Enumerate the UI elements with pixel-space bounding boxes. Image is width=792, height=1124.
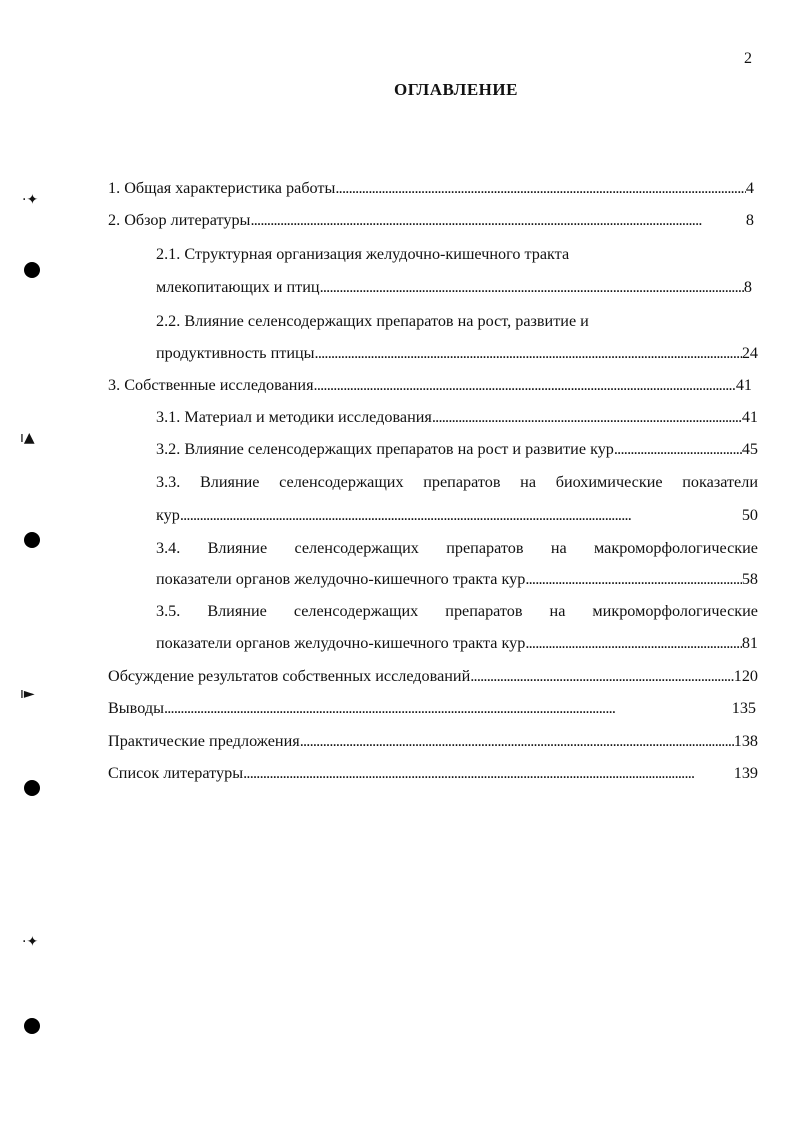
toc-entry-page: 8 — [743, 278, 752, 296]
toc-entry-3-3-line1[interactable]: 3.3. Влияние селенсодержащих препаратов на биохимические показатели — [156, 473, 758, 491]
toc-entry-text: кур — [156, 506, 180, 524]
toc-leader — [164, 696, 732, 720]
toc-entry-page: 41 — [735, 376, 752, 394]
toc-entry-3-5[interactable] — [156, 631, 758, 655]
toc-entry-text: Практические предложения — [108, 732, 300, 750]
toc-leader — [335, 176, 746, 200]
toc-entry-3-2[interactable] — [156, 437, 758, 461]
toc-entry-text: показатели органов желудочно-кишечного тракта кур — [156, 634, 526, 652]
toc-entry-2-2[interactable] — [156, 341, 758, 365]
toc-entry-own-research[interactable] — [108, 373, 752, 397]
toc-leader — [614, 437, 742, 461]
toc-entry-page: 41 — [741, 408, 758, 426]
toc-entry-page: 8 — [745, 211, 754, 229]
toc-entry-3-1[interactable] — [156, 405, 758, 429]
toc-leader — [470, 664, 733, 688]
toc-entry-3-4-line1[interactable]: 3.4. Влияние селенсодержащих препаратов на макроморфологические — [156, 539, 758, 557]
toc-entry-text: млекопитающих и птиц — [156, 278, 320, 296]
toc-entry-conclusions[interactable] — [108, 696, 756, 720]
toc-entry-page: 45 — [741, 440, 758, 458]
toc-leader — [432, 405, 742, 429]
toc-entry-2-1[interactable] — [156, 275, 752, 299]
scan-speck-mark: ı▲ — [20, 430, 35, 446]
toc-entry-text: Список литературы — [108, 764, 244, 782]
scan-speck-mark: ·✦ — [22, 934, 39, 950]
toc-entry-3-4[interactable] — [156, 567, 758, 591]
toc-entry-2-1-line1[interactable]: 2.1. Структурная организация желудочно-кишечного тракта — [156, 245, 570, 263]
toc-leader — [180, 503, 742, 527]
toc-leader — [300, 729, 734, 753]
binder-hole-icon — [24, 262, 40, 278]
scan-speck-mark: ı► — [20, 686, 35, 702]
toc-leader — [243, 761, 734, 785]
toc-entry-text: 1. Общая характеристика работы — [108, 179, 336, 197]
toc-entry-page: 24 — [741, 344, 758, 362]
toc-entry-page: 120 — [733, 667, 758, 685]
toc-entry-page: 50 — [741, 506, 758, 524]
toc-entry-text: 3. Собственные исследования — [108, 376, 314, 394]
toc-entry-page: 139 — [733, 764, 758, 782]
page-number: 2 — [744, 50, 752, 67]
toc-entry-practical-proposals[interactable] — [108, 729, 758, 753]
binder-hole-icon — [24, 1018, 40, 1034]
toc-entry-page: 58 — [741, 570, 758, 588]
toc-entry-page: 81 — [741, 634, 758, 652]
toc-leader — [525, 567, 742, 591]
toc-entry-page: 4 — [745, 179, 754, 197]
toc-entry-general[interactable] — [108, 176, 754, 200]
toc-leader — [315, 341, 742, 365]
toc-entry-text: продуктивность птицы — [156, 344, 315, 362]
binder-hole-icon — [24, 780, 40, 796]
toc-entry-page: 138 — [733, 732, 758, 750]
toc-leader — [250, 208, 745, 232]
toc-entry-text: 3.2. Влияние селенсодержащих препаратов на рост и развитие кур — [156, 440, 614, 458]
toc-entry-literature-review[interactable] — [108, 208, 754, 232]
binder-hole-icon — [24, 532, 40, 548]
toc-entry-3-3[interactable] — [156, 503, 758, 527]
toc-entry-3-5-line1[interactable]: 3.5. Влияние селенсодержащих препаратов на микроморфологические — [156, 602, 758, 620]
toc-entry-text: 3.1. Материал и методики исследования — [156, 408, 432, 426]
toc-entry-text: Обсуждение результатов собственных исследований — [108, 667, 471, 685]
toc-leader — [314, 373, 736, 397]
toc-entry-2-2-line1[interactable]: 2.2. Влияние селенсодержащих препаратов на рост, развитие и — [156, 312, 589, 330]
toc-leader — [320, 275, 744, 299]
toc-entry-text: показатели органов желудочно-кишечного тракта кур — [156, 570, 526, 588]
toc-entry-page: 135 — [731, 699, 756, 717]
scan-speck-mark: ·✦ — [22, 192, 39, 208]
toc-leader — [525, 631, 742, 655]
page-title: ОГЛАВЛЕНИЕ — [394, 80, 518, 99]
toc-entry-text: Выводы — [108, 699, 164, 717]
toc-entry-discussion[interactable] — [108, 664, 758, 688]
toc-entry-references[interactable] — [108, 761, 758, 785]
toc-entry-text: 2. Обзор литературы — [108, 211, 251, 229]
